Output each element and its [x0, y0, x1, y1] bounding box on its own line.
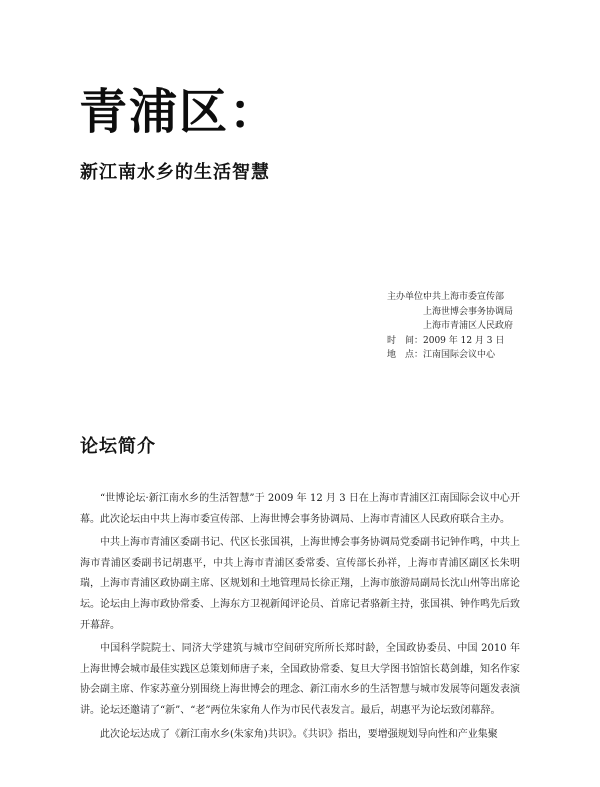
venue-label: 地 点：: [387, 350, 424, 360]
organizer-value: 上海世博会事务协调局: [423, 306, 514, 317]
venue-row: [387, 348, 513, 363]
organizer-row: [387, 290, 513, 305]
page-subtitle: 新江南水乡的生活智慧: [80, 162, 270, 183]
organizer-row: [387, 305, 513, 320]
paragraph: 中共上海市青浦区委副书记、代区长张国祺，上海世博会事务协调局党委副书记钟作鸣，中共上海市青浦区委副书记胡惠平，中共上海市青浦区委常委、宣传部长孙祥，上海市青浦区副区长朱明瑞，上海市青浦区政协副主席、区规划和土地管理局长徐正翔，上海市旅游局副局长沈山州等出席论坛。论坛由上海市政协常委、上海东方卫视新闻评论员、首席记者骆新主持，张国祺、钟作鸣先后致开幕辞。: [80, 537, 520, 631]
paragraph: 中国科学院院士、同济大学建筑与城市空间研究所所长郑时龄，全国政协委员、中国 2010 年上海世博会城市最佳实践区总策划师唐子来，全国政协常委、复旦大学图书馆馆长葛剑雄，知名作家协会副主席、作家苏童分别围绕上海世博会的理念、新江南水乡的生活智慧与城市发展等问题发表演讲。论坛还邀请了“新”、“老”两位朱家角人作为市民代表发言。最后，胡惠平为论坛致闭幕辞。: [80, 643, 520, 716]
event-info: [387, 290, 513, 363]
time-row: [387, 334, 513, 349]
organizer-label: 主办单位：: [387, 292, 433, 302]
paragraph: “世博论坛·新江南水乡的生活智慧”于 2009 年 12 月 3 日在上海市青浦区江南国际会议中心开幕。此次论坛由中共上海市委宣传部、上海世博会事务协调局、上海市青浦区人民政府联合主办。: [80, 493, 520, 525]
organizer-value: 中共上海市委宣传部: [423, 292, 505, 302]
page-title: 青浦区：: [79, 84, 280, 140]
organizer-row: [387, 319, 513, 334]
paragraph: 此次论坛达成了《新江南水乡(朱家角)共识》。《共识》指出，要增强规划导向性和产业集聚: [100, 728, 498, 740]
organizer-value: 上海市青浦区人民政府: [423, 321, 514, 331]
time-value: 2009 年 12 月 3 日: [423, 335, 505, 346]
time-label: 时 间：: [387, 335, 424, 346]
venue-value: 江南国际会议中心: [423, 350, 496, 360]
section-heading: 论坛简介: [80, 436, 156, 457]
body-text: [80, 489, 520, 748]
